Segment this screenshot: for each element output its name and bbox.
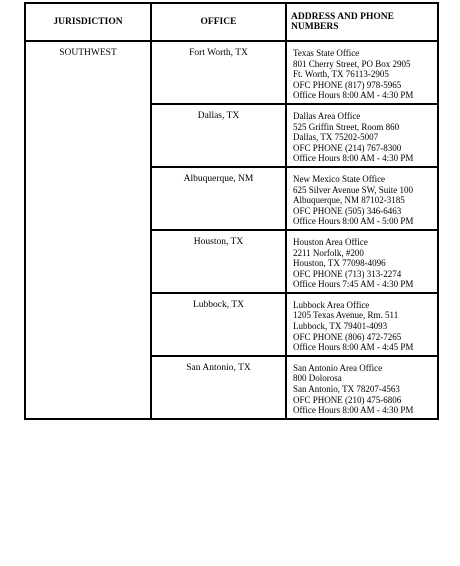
jurisdiction-cell: SOUTHWEST	[25, 41, 151, 419]
address-line: San Antonio, TX 78207-4563	[293, 384, 400, 395]
office-location-cell: Lubbock, TX	[151, 293, 286, 356]
address-line: Houston, TX 77098-4096	[293, 258, 386, 269]
address-cell	[286, 230, 438, 293]
office-location-cell: Dallas, TX	[151, 104, 286, 167]
office-location-cell: Fort Worth, TX	[151, 41, 286, 104]
address-cell	[286, 167, 438, 230]
office-location-cell: San Antonio, TX	[151, 356, 286, 419]
address-line: OFC PHONE (806) 472-7265	[293, 331, 402, 342]
address-line: Texas State Office	[293, 48, 360, 58]
address-line: 2211 Norfolk, #200	[293, 247, 364, 258]
address-line: Lubbock, TX 79401-4093	[293, 321, 388, 332]
address-line: Dallas Area Office	[293, 110, 361, 121]
address-cell	[286, 41, 438, 104]
address-line: OFC PHONE (505) 346-6463	[293, 205, 402, 216]
address-cell	[286, 104, 438, 167]
address-line: San Antonio Area Office	[293, 362, 383, 373]
address-line: Office Hours 8:00 AM - 4:30 PM	[293, 90, 414, 101]
address-line: Office Hours 8:00 AM - 4:30 PM	[293, 405, 414, 416]
address-header: ADDRESS AND PHONE NUMBERS	[286, 3, 438, 41]
office-location-cell: Houston, TX	[151, 230, 286, 293]
address-cell	[286, 356, 438, 419]
address-line: Office Hours 8:00 AM - 5:00 PM	[293, 216, 414, 227]
address-line: OFC PHONE (817) 978-5965	[293, 79, 402, 90]
office-location-cell: Albuquerque, NM	[151, 167, 286, 230]
address-line: 525 Griffin Street, Room 860	[293, 121, 400, 132]
jurisdiction-header: JURISDICTION	[25, 3, 151, 41]
table-body	[25, 41, 438, 419]
address-line: 1205 Texas Avenue, Rm. 511	[293, 310, 399, 321]
address-line: Dallas, TX 75202-5007	[293, 132, 379, 143]
office-directory-table	[24, 2, 439, 420]
address-line: 625 Silver Avenue SW, Suite 100	[293, 184, 413, 195]
address-line: OFC PHONE (210) 475-6806	[293, 394, 402, 405]
address-line: Albuquerque, NM 87102-3185	[293, 195, 405, 206]
address-line: Office Hours 8:00 AM - 4:30 PM	[293, 153, 414, 164]
header-row	[25, 3, 438, 41]
address-cell	[286, 293, 438, 356]
address-line: 801 Cherry Street, PO Box 2905	[293, 58, 411, 69]
address-line: OFC PHONE (214) 767-8300	[293, 142, 402, 153]
address-line: 800 Dolorosa	[293, 373, 342, 384]
address-line: Houston Area Office	[293, 236, 368, 247]
address-line: OFC PHONE (713) 313-2274	[293, 268, 402, 279]
address-line: New Mexico State Office	[293, 173, 386, 184]
address-line: Ft. Worth, TX 76113-2905	[293, 69, 389, 80]
address-line: Office Hours 7:45 AM - 4:30 PM	[293, 279, 414, 290]
address-line: Office Hours 8:00 AM - 4:45 PM	[293, 342, 414, 353]
address-line: Lubbock Area Office	[293, 299, 370, 310]
table-row	[25, 41, 438, 104]
office-header: OFFICE	[151, 3, 286, 41]
